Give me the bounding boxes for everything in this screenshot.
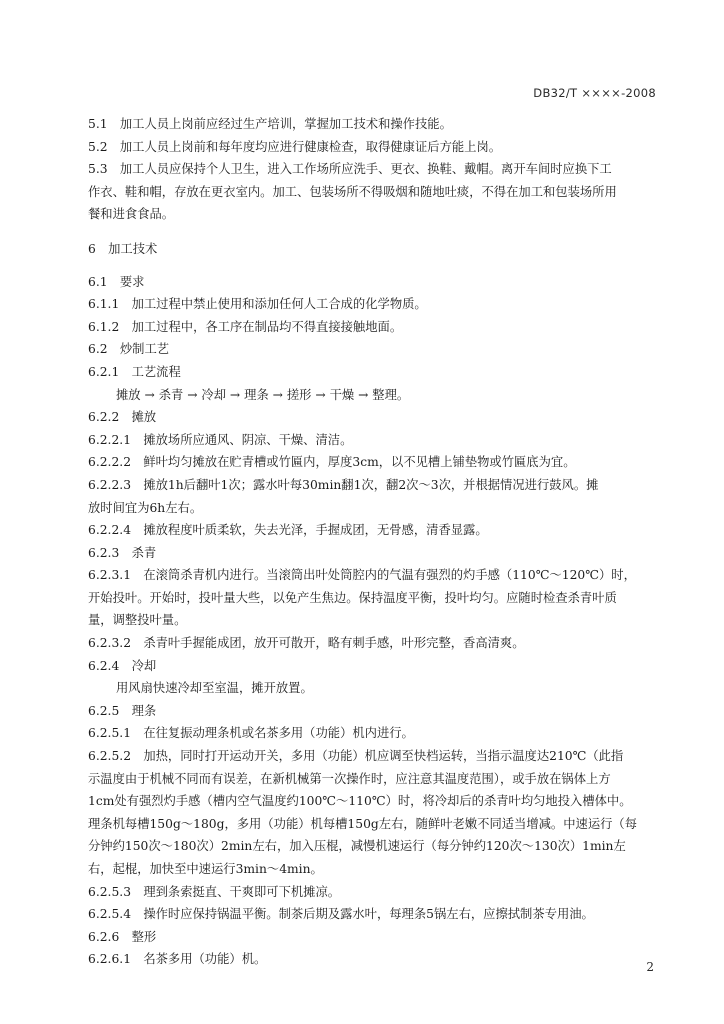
clause-6-2-2-3: 6.2.2.3 摊放1h后翻叶1次；露水叶每30min翻1次，翻2次～3次，并根据情况进行鼓风。摊: [88, 477, 599, 492]
clause-6-2: 6.2 炒制工艺: [88, 342, 170, 357]
clause-6-2-6: 6.2.6 整形: [88, 929, 157, 944]
process-flow: 摊放 → 杀青 → 冷却 → 理条 → 搓形 → 干燥 → 整理。: [116, 387, 410, 402]
clause-6-2-5-2-cont: 理条机每槽150g～180g，多用（功能）机每槽150g左右，随鲜叶老嫩不同适当增减。中速运行（每: [88, 816, 638, 831]
clause-5-3: 5.3 加工人员应保持个人卫生，进入工作场所应洗手、更衣、换鞋、戴帽。离开车间时应换下工: [88, 162, 612, 177]
clause-6-2-3: 6.2.3 杀青: [88, 545, 157, 560]
clause-6-2-3-1-cont: 开始投叶。开始时，投叶量大些，以免产生焦边。保持温度平衡，投叶均匀。应随时检查杀青叶质: [88, 590, 617, 605]
section-heading-6: 6 加工技术: [88, 241, 158, 256]
clause-6-2-4: 6.2.4 冷却: [88, 658, 157, 673]
clause-6-2-3-1-cont: 量，调整投叶量。: [88, 613, 187, 628]
clause-6-1-1: 6.1.1 加工过程中禁止使用和添加任何人工合成的化学物质。: [88, 297, 427, 312]
clause-6-2-5-2-cont: 示温度由于机械不同而有误差，在新机械第一次操作时，应注意其温度范围），或手放在锅体上方: [88, 771, 611, 786]
document-code: DB32/T ××××-2008: [533, 86, 656, 100]
clause-6-2-5-1: 6.2.5.1 在往复振动理条机或名茶多用（功能）机内进行。: [88, 726, 414, 741]
clause-6-2-5-2-cont: 分钟约150次～180次）2min左右，加入压棍，减慢机速运行（每分钟约120次～130次）1min左: [88, 839, 626, 854]
clause-6-2-2-3-cont: 放时间宜为6h左右。: [88, 500, 203, 515]
document-body: [88, 113, 656, 971]
clause-6-2-3-2: 6.2.3.2 杀青叶手握能成团，放开可散开，略有刺手感，叶形完整，香高清爽。: [88, 636, 525, 651]
clause-6-2-5: 6.2.5 理条: [88, 703, 157, 718]
page-number: 2: [646, 960, 654, 974]
clause-6-2-5-3: 6.2.5.3 理到条索挺直、干爽即可下机摊凉。: [88, 884, 341, 899]
clause-6-2-5-2-cont: 右，起棍，加快至中速运行3min～4min。: [88, 862, 323, 876]
clause-6-2-4-text: 用风扇快速冷却至室温，摊开放置。: [116, 681, 313, 696]
clause-6-2-2-4: 6.2.2.4 摊放程度叶质柔软，失去光泽，手握成团，无骨感，清香显露。: [88, 523, 488, 538]
clause-6-2-5-4: 6.2.5.4 操作时应保持锅温平衡。制茶后期及露水叶，每理条5锅左右，应擦拭制茶专用油。: [88, 907, 594, 922]
clause-6-2-2: 6.2.2 摊放: [88, 410, 157, 425]
clause-5-3-cont: 作衣、鞋和帽，存放在更衣室内。加工、包装场所不得吸烟和随地吐痰，不得在加工和包装场所用: [88, 184, 617, 199]
clause-5-2: 5.2 加工人员上岗前和每年度均应进行健康检查，取得健康证后方能上岗。: [88, 139, 502, 154]
clause-6-2-6-1: 6.2.6.1 名茶多用（功能）机。: [88, 952, 267, 967]
clause-6-2-2-2: 6.2.2.2 鲜叶均匀摊放在贮青槽或竹匾内，厚度3cm，以不见槽上铺垫物或竹匾底为宜。: [88, 455, 576, 470]
clause-5-1: 5.1 加工人员上岗前应经过生产培训，掌握加工技术和操作技能。: [88, 117, 452, 131]
clause-6-1-2: 6.1.2 加工过程中，各工序在制品均不得直接接触地面。: [88, 319, 403, 334]
clause-6-2-2-1: 6.2.2.1 摊放场所应通风、阴凉、干燥、清洁。: [88, 432, 353, 447]
clause-6-2-5-2: 6.2.5.2 加热，同时打开运动开关，多用（功能）机应调至快档运转，当指示温度达210℃（此指: [88, 749, 624, 764]
clause-6-2-3-1: 6.2.3.1 在滚筒杀青机内进行。当滚筒出叶处筒腔内的气温有强烈的灼手感（110℃～120℃）时，: [88, 568, 636, 583]
clause-6-2-1: 6.2.1 工艺流程: [88, 364, 181, 379]
clause-5-3-cont: 餐和进食食品。: [88, 207, 175, 222]
clause-6-1: 6.1 要求: [88, 274, 145, 289]
clause-6-2-5-2-cont: 1cm处有强烈灼手感（槽内空气温度约100℃～110℃）时，将冷却后的杀青叶均匀地投入槽体中。: [88, 794, 632, 809]
